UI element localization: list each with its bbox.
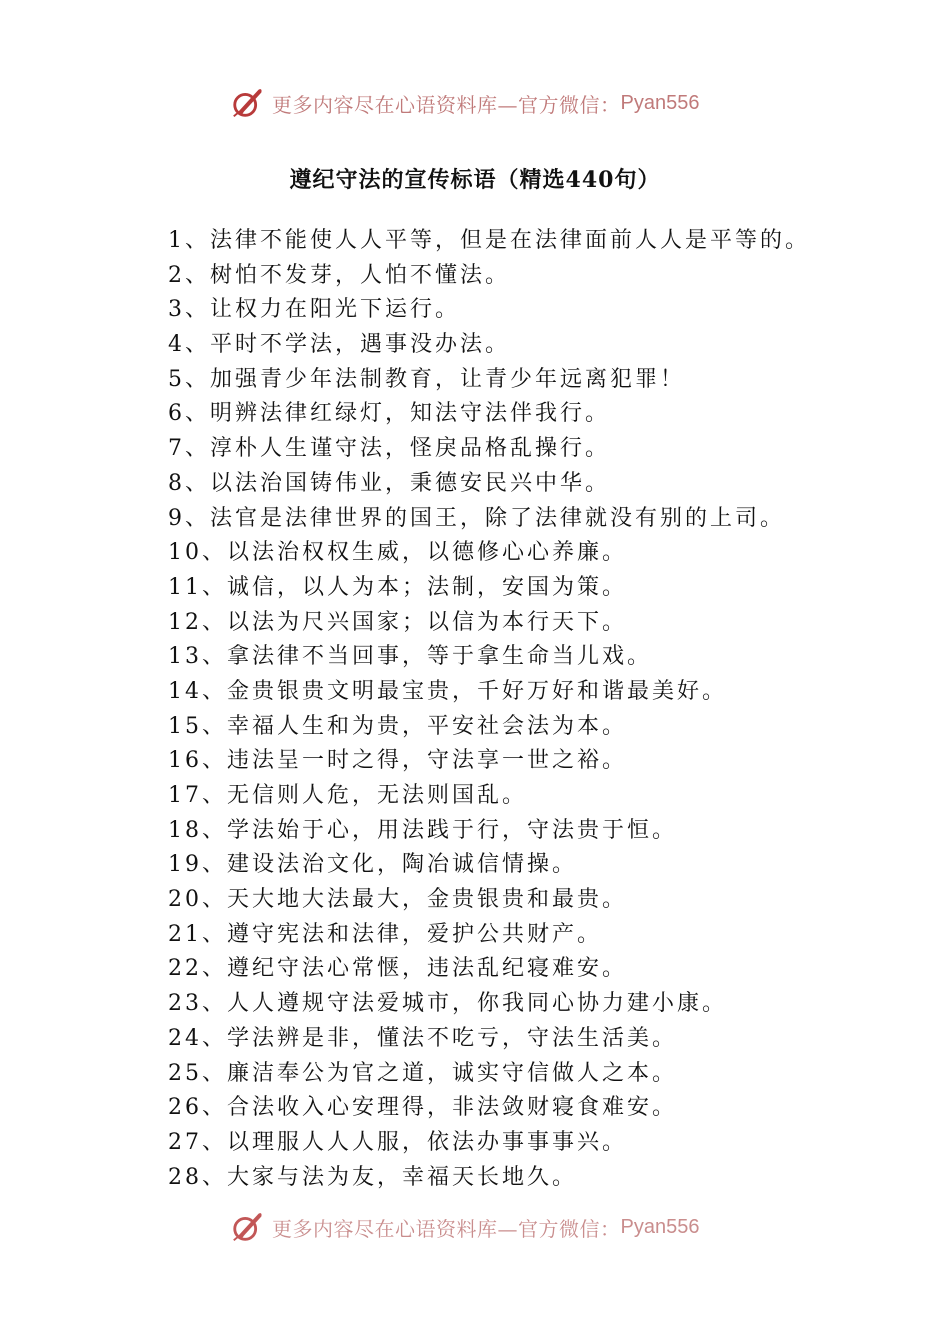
list-item: 26、合法收入心安理得，非法敛财寝食难安。 xyxy=(168,1095,677,1121)
list-item: 9、法官是法律世界的国王，除了法律就没有别的上司。 xyxy=(168,505,785,531)
list-item: 22、遵纪守法心常惬，违法乱纪寝难安。 xyxy=(168,956,627,982)
list-item: 4、平时不学法，遇事没办法。 xyxy=(168,332,510,358)
list-item: 18、学法始于心，用法践于行，守法贵于恒。 xyxy=(168,817,677,843)
list-item: 21、遵守宪法和法律，爱护公共财产。 xyxy=(168,921,602,947)
list-item: 25、廉洁奉公为官之道，诚实守信做人之本。 xyxy=(168,1060,677,1086)
slogan-list xyxy=(168,224,810,1195)
list-item: 23、人人遵规守法爱城市，你我同心协力建小康。 xyxy=(168,991,727,1017)
list-item: 15、幸福人生和为贵，平安社会法为本。 xyxy=(168,713,627,739)
list-item: 27、以理服人人人服，依法办事事事兴。 xyxy=(168,1129,627,1155)
list-item: 2、树怕不发芽，人怕不懂法。 xyxy=(168,262,510,288)
list-item: 20、天大地大法最大，金贵银贵和最贵。 xyxy=(168,887,627,913)
list-item: 12、以法为尺兴国家；以信为本行天下。 xyxy=(168,609,627,635)
list-item: 5、加强青少年法制教育，让青少年远离犯罪！ xyxy=(168,366,685,392)
list-item: 6、明辨法律红绿灯，知法守法伴我行。 xyxy=(168,401,610,427)
list-item: 14、金贵银贵文明最宝贵，千好万好和谐最美好。 xyxy=(168,678,727,704)
list-item: 11、诚信，以人为本；法制，安国为策。 xyxy=(168,574,627,600)
list-item: 16、违法呈一时之得，守法享一世之裕。 xyxy=(168,748,627,774)
quill-pen-logo-icon xyxy=(230,84,268,122)
watermark-wechat-id: Pyan556 xyxy=(620,1215,700,1238)
watermark-wechat-id: Pyan556 xyxy=(620,91,700,114)
document-title: 遵纪守法的宣传标语（精选440句） xyxy=(289,167,661,193)
list-item: 13、拿法律不当回事，等于拿生命当儿戏。 xyxy=(168,644,652,670)
list-item: 7、淳朴人生谨守法，怪戾品格乱操行。 xyxy=(168,436,610,462)
list-item: 24、学法辨是非，懂法不吃亏，守法生活美。 xyxy=(168,1025,677,1051)
list-item: 8、以法治国铸伟业，秉德安民兴中华。 xyxy=(168,470,610,496)
watermark-text: 更多内容尽在心语资料库—官方微信： xyxy=(272,92,621,117)
list-item: 28、大家与法为友，幸福天长地久。 xyxy=(168,1164,577,1190)
watermark-banner-top xyxy=(0,78,950,128)
list-item: 3、让权力在阳光下运行。 xyxy=(168,297,460,323)
watermark-banner-bottom xyxy=(0,1202,950,1252)
watermark-text: 更多内容尽在心语资料库—官方微信： xyxy=(272,1216,621,1241)
quill-pen-logo-icon xyxy=(230,1208,268,1246)
list-item: 17、无信则人危，无法则国乱。 xyxy=(168,783,527,808)
list-item: 1、法律不能使人人平等，但是在法律面前人人是平等的。 xyxy=(168,228,810,253)
list-item: 10、以法治权权生威，以德修心心养廉。 xyxy=(168,540,627,566)
list-item: 19、建设法治文化，陶冶诚信情操。 xyxy=(168,852,577,878)
